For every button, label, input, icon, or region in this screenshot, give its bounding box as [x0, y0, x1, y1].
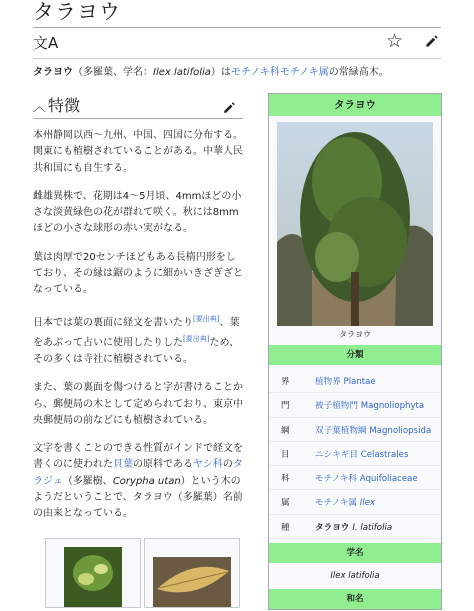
classification-header: 分類 — [269, 345, 441, 365]
genus-row-link[interactable] — [315, 496, 375, 508]
paragraph-text: の — [222, 459, 233, 471]
gallery-thumbnail[interactable] — [144, 538, 240, 608]
paragraph-text: 文字を書くことのできる性質がインドで経文を書くのに使われた — [33, 443, 243, 471]
table-row — [269, 466, 441, 490]
genus-link[interactable]: モチノキ属 — [279, 67, 329, 78]
leaf-photo — [145, 539, 239, 607]
title-divider — [33, 27, 441, 28]
scientific-name-value: Ilex latifolia — [330, 571, 380, 582]
genus-scientific-name: Ilex — [359, 498, 376, 509]
lead-text: （多羅葉、学名： — [73, 67, 153, 78]
rank-label: 属 — [281, 498, 290, 509]
scientific-name-header: 学名 — [269, 543, 441, 563]
lead-term: タラヨウ — [33, 67, 73, 78]
flower-photo — [46, 539, 140, 607]
paragraph-text: の原料である — [133, 459, 193, 471]
species-value — [315, 521, 392, 533]
family-link[interactable]: モチノキ科 — [230, 67, 280, 78]
rank-label: 種 — [281, 522, 290, 533]
paragraph — [33, 311, 243, 369]
chevron-up-icon[interactable]: ︿ — [33, 100, 47, 115]
section-divider — [33, 118, 243, 119]
rank-label: 目 — [281, 449, 290, 460]
section-header-features[interactable] — [33, 94, 243, 118]
family-row-link[interactable]: モチノキ科 Aquifoliaceae — [315, 474, 418, 485]
japanese-name-header: 和名 — [269, 589, 441, 609]
taxobox — [268, 93, 442, 610]
pencil-icon[interactable] — [424, 33, 440, 49]
section-title: 特徴 — [48, 96, 81, 115]
paragraph-text: ）という木のようだということで、タラヨウ（多羅葉）名前の由来となっている。 — [33, 475, 243, 520]
lead-scientific-name: Ilex latifolia — [153, 67, 211, 78]
paragraph: また、葉の裏面を傷つけると字が書けることから、郵便局の木として定められており、東京中央郵便局の前などにも植樹されている。 — [33, 382, 243, 426]
scientific-name: Corypha utan — [112, 475, 181, 487]
genus-name: モチノキ属 — [315, 498, 360, 509]
table-row — [269, 515, 441, 539]
paragraph: 雌雄異株で、花期は4〜5月頃、4mmほどの小さな淡黄緑色の花が群れて咲く。秋には8mmほどの小さな球形の赤い実がなる。 — [33, 190, 242, 235]
paragraph-text: 日本では葉の裏面に経文を書いたり — [33, 317, 193, 328]
rank-label: 門 — [281, 401, 290, 412]
kingdom-link[interactable]: 植物界 Plantae — [315, 377, 376, 387]
gallery-thumbnail[interactable] — [45, 538, 141, 608]
table-row — [269, 490, 441, 514]
classification-table — [269, 365, 441, 539]
species-scientific-name: I. latifolia — [352, 522, 393, 533]
section-body — [33, 128, 243, 535]
citation-needed-link[interactable]: [要出典] — [193, 314, 220, 323]
table-row — [269, 418, 441, 442]
palm-family-link[interactable]: ヤシ科 — [193, 459, 223, 471]
species-name: タラヨウ — [315, 522, 353, 533]
rank-label: 科 — [281, 474, 290, 485]
rank-label: 界 — [281, 377, 290, 387]
toolbar-divider — [33, 58, 441, 59]
paragraph — [33, 441, 243, 522]
division-link[interactable]: 被子植物門 Magnoliophyta — [315, 401, 425, 412]
photo-caption: タラヨウ — [339, 330, 371, 339]
order-link[interactable]: ニシキギ目 Celastrales — [315, 449, 409, 460]
paragraph: 葉は肉厚で20センチほどもある長楕円形をしており、その縁は鋸のように細かいきざぎざとなっている。 — [33, 251, 243, 296]
section-pencil-icon[interactable] — [222, 100, 237, 115]
lead-sentence — [33, 63, 389, 78]
page-title: タラヨウ — [33, 0, 121, 24]
lead-text: の常緑高木。 — [328, 67, 389, 78]
paragraph-text: 、葉をあぶって占いに使用したりした — [33, 317, 240, 349]
taxobox-title: タラヨウ — [269, 94, 441, 116]
table-row — [269, 442, 441, 466]
citation-needed-link[interactable]: [要出典] — [183, 335, 210, 344]
paragraph-text: ため、その多くは寺社に植樹されている。 — [33, 337, 240, 365]
baiye-link[interactable]: 貝葉 — [113, 459, 133, 471]
star-icon[interactable]: ☆ — [386, 30, 404, 52]
paragraph-text: （多羅樹、 — [62, 475, 113, 487]
tree-photo[interactable] — [277, 122, 433, 326]
table-row — [269, 393, 441, 417]
translate-icon[interactable]: 文A — [33, 34, 59, 52]
table-row — [269, 369, 441, 393]
rank-label: 綱 — [281, 425, 290, 436]
class-link[interactable]: 双子葉植物綱 Magnoliopsida — [315, 425, 432, 436]
tarajyu-link[interactable]: タラジュ — [33, 459, 243, 487]
lead-text: ）は — [210, 67, 231, 78]
paragraph: 本州静岡以西〜九州、中国、四国に分布する。関東にも植樹されていることがある。中華人民共和国にも自生する。 — [33, 130, 243, 174]
